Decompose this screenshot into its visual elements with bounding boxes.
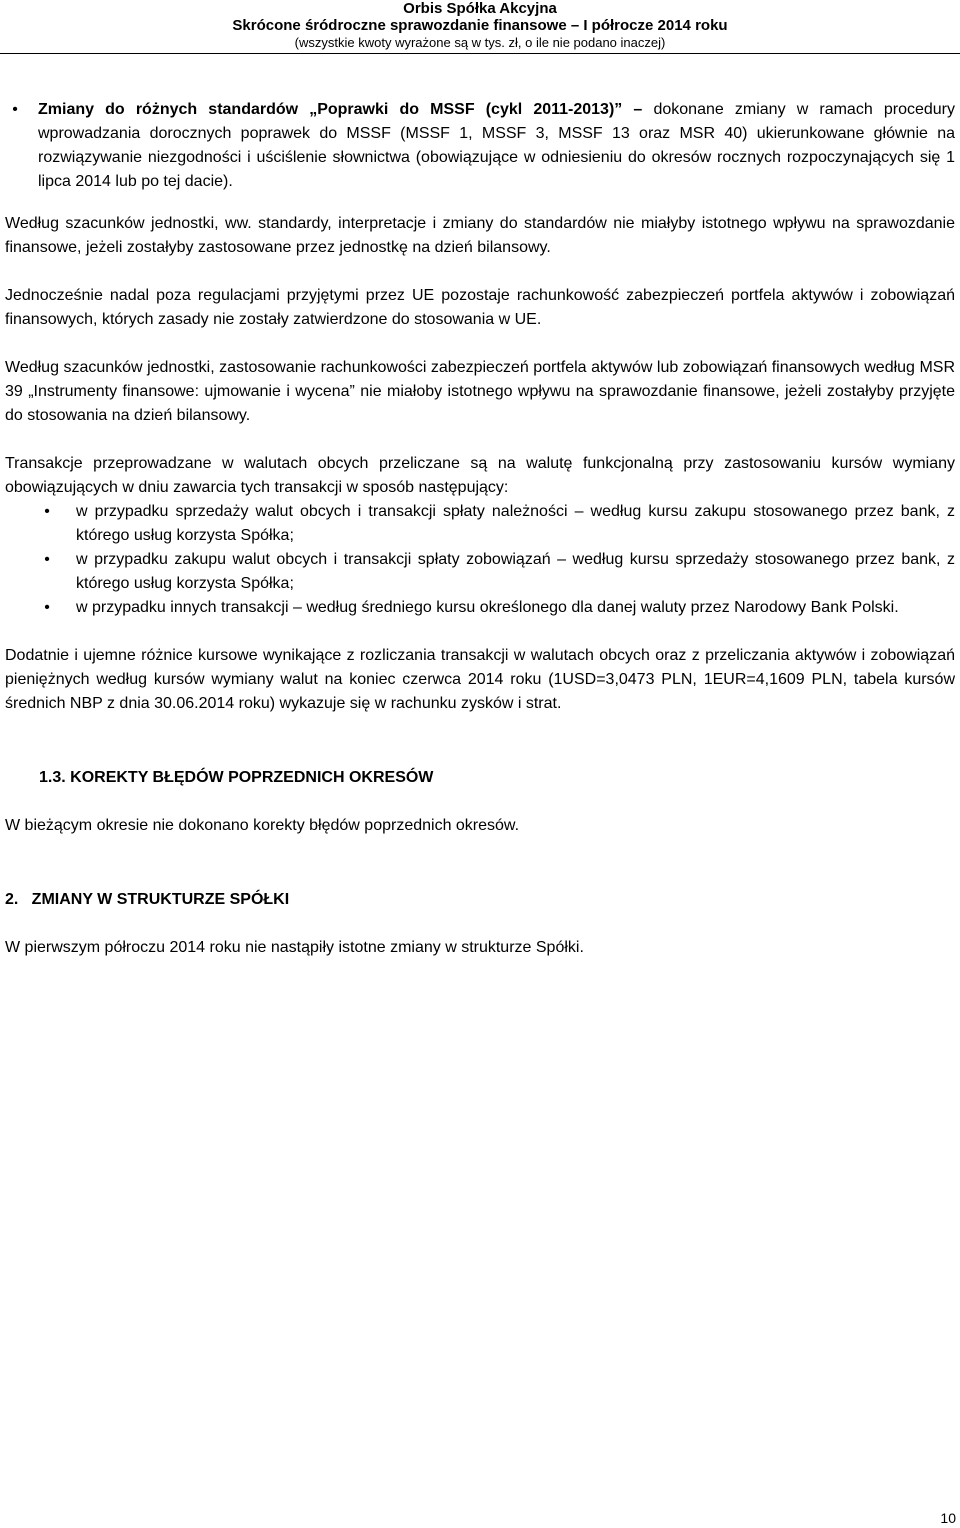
bullet-rest-text: dokonane zmiany w ramach procedury wprowadzania dorocznych poprawek do MSSF (MSSF 1, MSSF 3, MSSF 13 oraz MSR 40) ukierunkowane głównie na rozwiązywanie niezgodności i uściślenie słownictwa (obowiązujące w odniesieniu do okresów rocznych rozpoczynających się 1 lipca 2014 lub po tej dacie). bbox=[38, 101, 956, 190]
bullet-icon: • bbox=[44, 551, 50, 568]
list-item-text: w przypadku sprzedaży walut obcych i transakcji spłaty należności – według kursu zakupu stosowanego przez bank, z którego usług korzysta Spółka; bbox=[76, 503, 955, 544]
section-2-text: W pierwszym półroczu 2014 roku nie nastąpiły istotne zmiany w strukturze Spółki. bbox=[5, 939, 584, 956]
section-heading-1-3: 1.3. KOREKTY BŁĘDÓW POPRZEDNICH OKRESÓW bbox=[39, 769, 434, 786]
bullet-bold-lead: Zmiany do różnych standardów „Poprawki do MSSF (cykl 2011-2013)” bbox=[38, 101, 623, 118]
bullet-icon: • bbox=[12, 101, 18, 118]
paragraph-fx-intro: Transakcje przeprowadzane w walutach obcych przeliczane są na walutę funkcjonalną przy zastosowaniu kursów wymiany obowiązujących w dniu zawarcia tych transakcji w sposób następujący: bbox=[5, 455, 955, 496]
bullet-icon: • bbox=[44, 503, 50, 520]
bullet-dash: – bbox=[633, 101, 643, 118]
paragraph-fx-differences: Dodatnie i ujemne różnice kursowe wynikające z rozliczania transakcji w walutach obcych oraz z przeliczania aktywów i zobowiązań pieniężnych według kursów wymiany walut na koniec czerwca 2014 roku (1USD=3,0473 PLN, 1EUR=4,1609 PLN, tabela kursów średnich NBP z dnia 30.06.2014 roku) wykazuje się w rachunku zysków i strat. bbox=[5, 647, 955, 712]
bullet-icon: • bbox=[44, 599, 50, 616]
list-item bbox=[5, 500, 955, 548]
amounts-note: (wszystkie kwoty wyrażone są w tys. zł, o ile nie podano inaczej) bbox=[294, 35, 666, 50]
list-item bbox=[5, 596, 955, 620]
bullet-item-mssf-improvements bbox=[5, 98, 955, 194]
list-item-text: w przypadku innych transakcji – według średniego kursu określonego dla danej waluty przez Narodowy Bank Polski. bbox=[76, 599, 899, 616]
company-name: Orbis Spółka Akcyjna bbox=[403, 0, 557, 17]
list-item-text: w przypadku zakupu walut obcych i transakcji spłaty zobowiązań – według kursu sprzedaży stosowanego przez bank, z którego usług korzysta Spółka; bbox=[76, 551, 955, 592]
report-title: Skrócone śródroczne sprawozdanie finansowe – I półrocze 2014 roku bbox=[232, 17, 728, 34]
list-item bbox=[5, 548, 955, 596]
header-divider bbox=[0, 53, 960, 54]
paragraph-hedge-accounting: Jednocześnie nadal poza regulacjami przyjętymi przez UE pozostaje rachunkowość zabezpieczeń portfela aktywów i zobowiązań finansowych, których zasady nie zostały zatwierdzone do stosowania w UE. bbox=[5, 287, 955, 328]
document-body bbox=[5, 98, 955, 960]
page-number: 10 bbox=[940, 1510, 956, 1526]
paragraph-estimate-2: Według szacunków jednostki, zastosowanie rachunkowości zabezpieczeń portfela aktywów lub zobowiązań finansowych według MSR 39 „Instrumenty finansowe: ujmowanie i wycena” nie miałoby istotnego wpływu na sprawozdanie finansowe, jeżeli zostałyby przyjęte do stosowania na dzień bilansowy. bbox=[5, 359, 955, 424]
paragraph-estimate-1: Według szacunków jednostki, ww. standardy, interpretacje i zmiany do standardów nie miałyby istotnego wpływu na sprawozdanie finansowe, jeżeli zostałyby zastosowane przez jednostkę na dzień bilansowy. bbox=[5, 215, 955, 256]
section-heading-2: 2. ZMIANY W STRUKTURZE SPÓŁKI bbox=[5, 891, 290, 908]
section-1-3-text: W bieżącym okresie nie dokonano korekty błędów poprzednich okresów. bbox=[5, 817, 520, 834]
